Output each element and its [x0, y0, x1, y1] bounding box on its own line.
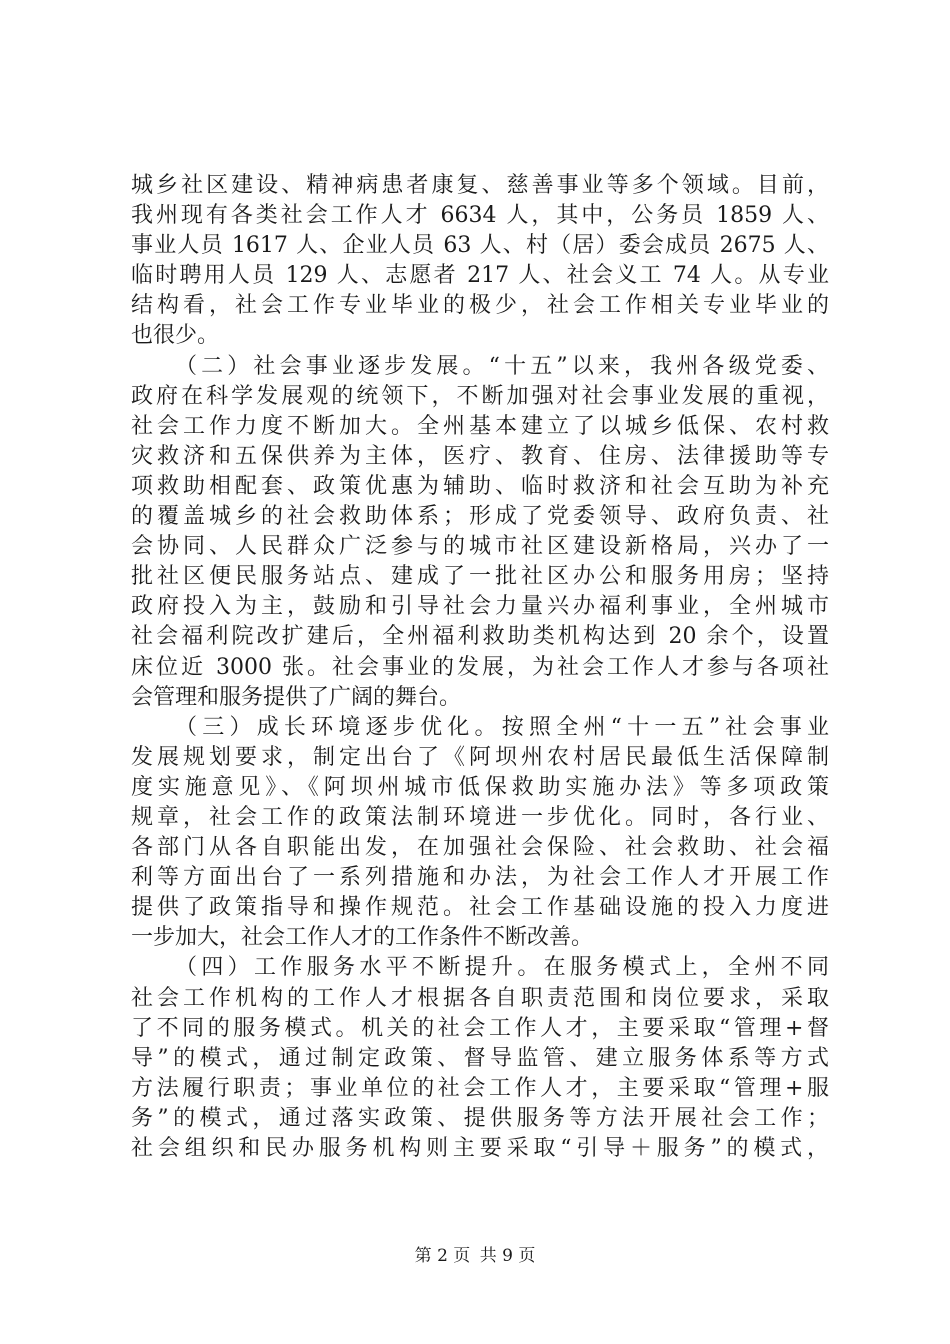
text-line: 政府投入为主，鼓励和引导社会力量兴办福利事业，全州城市 — [131, 594, 829, 620]
text-line: 务”的模式，通过落实政策、提供服务等方法开展社会工作； — [131, 1105, 829, 1131]
text-line: 社会工作力度不断加大。全州基本建立了以城乡低保、农村救 — [131, 413, 829, 439]
text-line: 提供了政策指导和操作规范。社会工作基础设施的投入力度进 — [131, 895, 829, 921]
text-line: 各部门从各自职能出发，在加强社会保险、社会救助、社会福 — [131, 835, 829, 861]
document-body — [131, 171, 829, 1164]
text-line: 社会工作机构的工作人才根据各自职责范围和岗位要求，采取 — [131, 985, 829, 1011]
text-line: 灾救济和五保供养为主体，医疗、教育、住房、法律援助等专 — [131, 443, 829, 469]
text-line: 度实施意见》、《阿坝州城市低保救助实施办法》等多项政策 — [131, 774, 829, 800]
page-total: 共 9 页 — [479, 1246, 536, 1266]
text-line: 批社区便民服务站点、建成了一批社区办公和服务用房；坚持 — [131, 564, 829, 590]
text-line: 方法履行职责；事业单位的社会工作人才，主要采取“管理+服 — [131, 1075, 829, 1101]
page-number: 第 2 页 — [414, 1246, 471, 1266]
text-line: 的覆盖城乡的社会救助体系；形成了党委领导、政府负责、社 — [131, 504, 829, 530]
text-line: （四）工作服务水平不断提升。在服务模式上，全州不同 — [175, 955, 829, 981]
text-line: （二）社会事业逐步发展。“十五”以来，我州各级党委、 — [175, 353, 829, 379]
page-footer — [0, 1244, 950, 1268]
text-line: 项救助相配套、政策优惠为辅助、临时救济和社会互助为补充 — [131, 473, 829, 499]
text-line: 我州现有各类社会工作人才 6634 人，其中，公务员 1859 人、 — [131, 203, 829, 229]
text-line: 导”的模式，通过制定政策、督导监管、建立服务体系等方式 — [131, 1045, 829, 1071]
text-line: 了不同的服务模式。机关的社会工作人才，主要采取“管理+督 — [131, 1015, 829, 1041]
text-line: 政府在科学发展观的统领下，不断加强对社会事业发展的重视， — [131, 383, 829, 409]
text-line: 社会组织和民办服务机构则主要采取“引导＋服务”的模式， — [131, 1136, 829, 1161]
text-line: 床位近 3000 张。社会事业的发展，为社会工作人才参与各项社 — [131, 654, 829, 680]
text-line: 利等方面出台了一系列措施和办法，为社会工作人才开展工作 — [131, 865, 829, 891]
text-line: 也很少。 — [131, 323, 220, 349]
text-line: 城乡社区建设、精神病患者康复、慈善事业等多个领域。目前， — [131, 173, 829, 198]
text-line: 临时聘用人员 129 人、志愿者 217 人、社会义工 74 人。从专业 — [131, 263, 829, 289]
text-line: 规章，社会工作的政策法制环境进一步优化。同时，各行业、 — [131, 804, 829, 830]
text-line: 事业人员 1617 人、企业人员 63 人、村（居）委会成员 2675 人、 — [131, 233, 829, 259]
text-line: 会管理和服务提供了广阔的舞台。 — [131, 684, 462, 710]
text-line: （三）成长环境逐步优化。按照全州“十一五”社会事业 — [175, 714, 829, 740]
text-line: 一步加大，社会工作人才的工作条件不断改善。 — [131, 925, 594, 951]
text-line: 会协同、人民群众广泛参与的城市社区建设新格局，兴办了一 — [131, 534, 829, 560]
text-line: 发展规划要求，制定出台了《阿坝州农村居民最低生活保障制 — [131, 744, 829, 770]
text-line: 结构看，社会工作专业毕业的极少，社会工作相关专业毕业的 — [131, 293, 829, 319]
text-line: 社会福利院改扩建后，全州福利救助类机构达到 20 余个，设置 — [131, 624, 829, 650]
